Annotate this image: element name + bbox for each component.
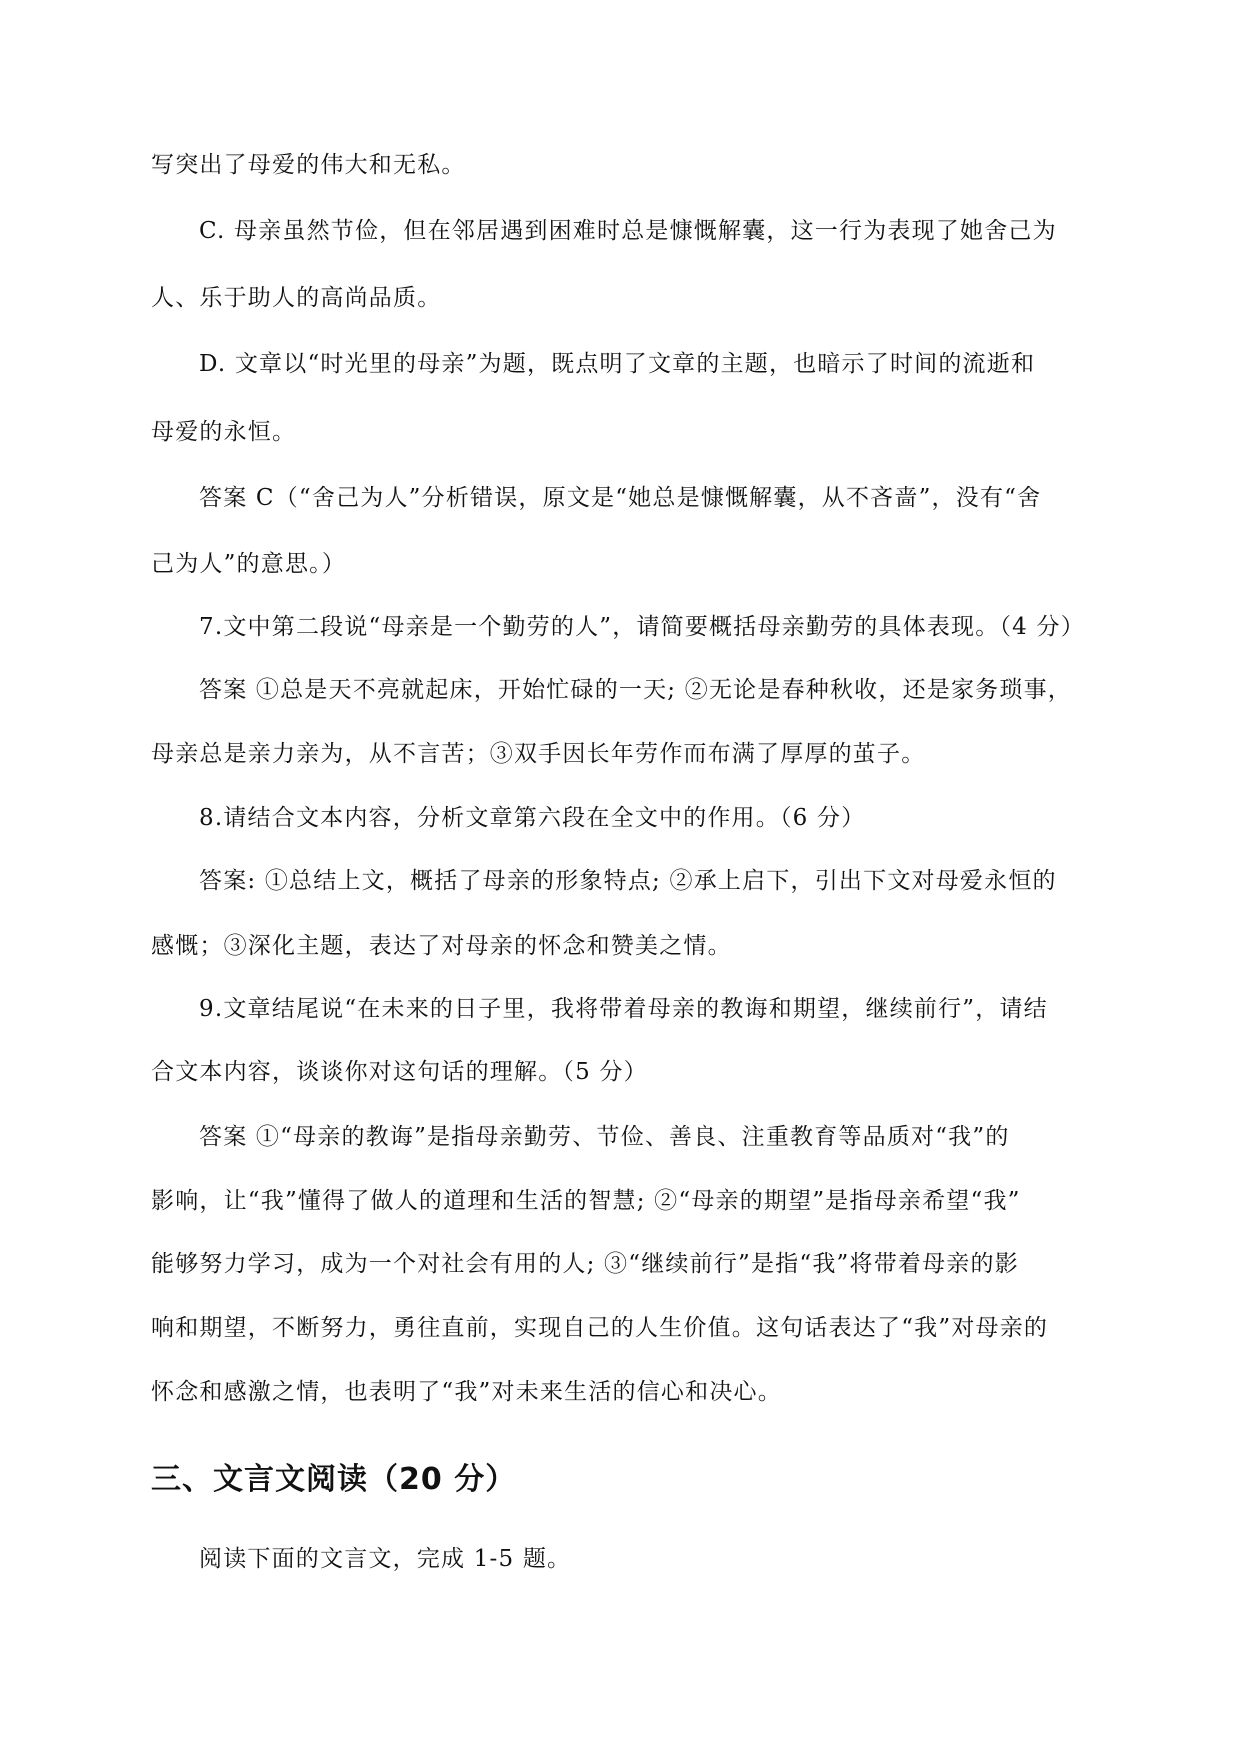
paragraph-line: 影响，让“我”懂得了做人的道理和生活的智慧; ②“母亲的期望”是指母亲希望“我” [151,1188,1021,1214]
paragraph-line: 感慨；③深化主题，表达了对母亲的怀念和赞美之情。 [151,933,732,959]
paragraph-line: 能够努力学习，成为一个对社会有用的人; ③“继续前行”是指“我”将带着母亲的影 [151,1251,1019,1277]
answer-8-line: 答案: ①总结上文，概括了母亲的形象特点; ②承上启下，引出下文对母爱永恒的 [199,868,1057,894]
paragraph-line: 合文本内容，谈谈你对这句话的理解。（5 分） [151,1059,648,1085]
answer-7-line: 答案 ①总是天不亮就起床，开始忙碌的一天; ②无论是春种秋收，还是家务琐事， [199,677,1072,703]
question-9: 9.文章结尾说“在未来的日子里，我将带着母亲的教诲和期望，继续前行”，请结 [199,996,1048,1022]
paragraph-line: 响和期望，不断努力，勇往直前，实现自己的人生价值。这句话表达了“我”对母亲的 [151,1315,1049,1341]
question-7: 7.文中第二段说“母亲是一个勤劳的人”，请简要概括母亲勤劳的具体表现。（4 分） [199,614,1085,640]
instruction-line: 阅读下面的文言文，完成 1-5 题。 [199,1546,572,1572]
option-c-line: C. 母亲虽然节俭，但在邻居遇到困难时总是慷慨解囊，这一行为表现了她舍己为 [199,218,1057,244]
question-8: 8.请结合文本内容，分析文章第六段在全文中的作用。（6 分） [199,805,866,831]
paragraph-line: 母爱的永恒。 [151,419,297,445]
answer-6-line: 答案 C（“舍己为人”分析错误，原文是“她总是慷慨解囊，从不吝啬”，没有“舍 [199,485,1042,511]
paragraph-line: 怀念和感激之情，也表明了“我”对未来生活的信心和决心。 [151,1379,782,1405]
section-heading: 三、文言文阅读（20 分） [151,1462,517,1497]
paragraph-line: 写突出了母爱的伟大和无私。 [151,152,466,178]
paragraph-line: 己为人”的意思。） [151,551,347,577]
option-d-line: D. 文章以“时光里的母亲”为题，既点明了文章的主题，也暗示了时间的流逝和 [199,351,1036,377]
paragraph-line: 人、乐于助人的高尚品质。 [151,285,442,311]
answer-9-line: 答案 ①“母亲的教诲”是指母亲勤劳、节俭、善良、注重教育等品质对“我”的 [199,1124,1010,1150]
paragraph-line: 母亲总是亲力亲为，从不言苦；③双手因长年劳作而布满了厚厚的茧子。 [151,741,926,767]
